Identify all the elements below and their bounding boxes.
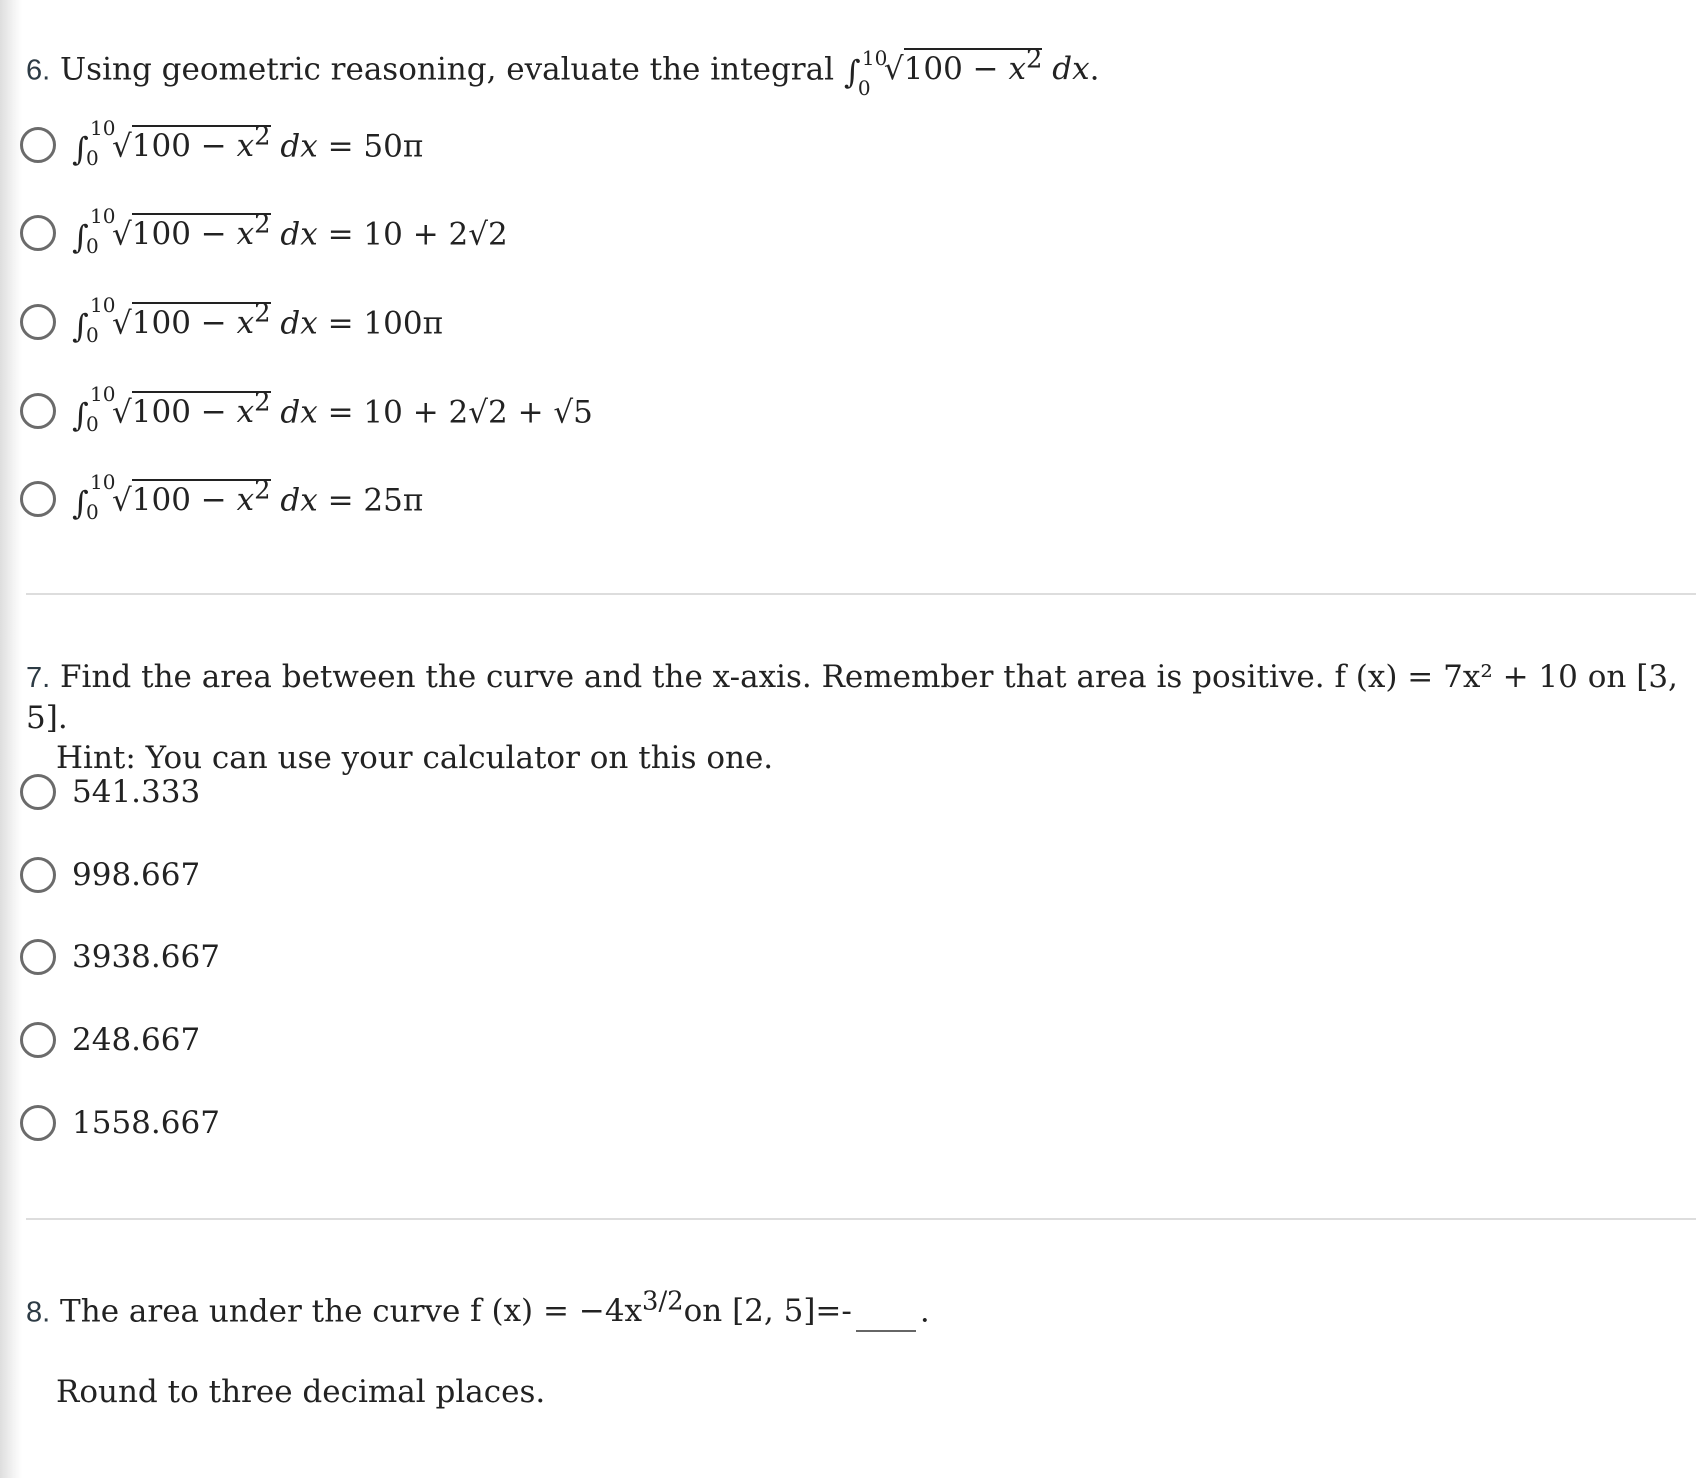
question-number: 6. — [26, 54, 51, 87]
answer-value: 248.667 — [72, 1022, 201, 1058]
integral-sign: ∫ 10 0 — [843, 46, 888, 101]
answer-value: 998.667 — [72, 857, 201, 893]
question-6 — [26, 40, 1696, 101]
answer-option[interactable] — [20, 774, 200, 810]
function-definition: f (x) = 7x² + 10 on [3, 5]. — [26, 659, 1678, 736]
function-definition: f $(x) = -4x^{3/2}on$ [2, 5]=- — [470, 1287, 852, 1330]
radio-button[interactable] — [20, 1022, 56, 1058]
answer-value: = 10 + 2√2 + √5 — [327, 394, 593, 431]
answer-option[interactable]: ∫ 10 0 $√100 - x^2$ dx = 50π — [20, 122, 423, 168]
square-root: $√100 - x^2$ — [883, 45, 1043, 88]
radio-button[interactable] — [20, 857, 56, 893]
rounding-instruction: Round to three decimal places. — [56, 1374, 546, 1411]
answer-option[interactable]: ∫ 10 0 $√100 - x^2$ dx = 10 + 2√2 — [20, 210, 508, 256]
answer-option[interactable]: ∫ 10 0 $√100 - x^2$ dx = 25π — [20, 476, 423, 522]
question-number: 8. — [26, 1296, 51, 1329]
question-7 — [26, 657, 1696, 778]
radio-button[interactable] — [20, 1105, 56, 1141]
question-prompt: Find the area between the curve and the x-axis. Remember that area is positive. — [60, 659, 1325, 695]
integral-expression: ∫ 10 0 $√100 - x^2$ dx — [843, 45, 1090, 101]
question-hint: Hint: You can use your calculator on this one. — [56, 740, 774, 776]
radio-button[interactable] — [20, 215, 56, 251]
answer-value: = 25π — [327, 482, 424, 519]
question-prompt: The area under the curve — [60, 1293, 461, 1330]
question-prompt: Using geometric reasoning, evaluate the integral — [60, 51, 835, 88]
question-7-stem — [26, 657, 1696, 778]
question-6-stem: 6. Using geometric reasoning, evaluate the integral ∫ 10 0 $√100 - x^2$ dx. — [26, 45, 1100, 101]
answer-value: 1558.667 — [72, 1105, 220, 1141]
answer-value: 541.333 — [72, 774, 201, 810]
radio-button[interactable] — [20, 939, 56, 975]
answer-option[interactable] — [20, 939, 220, 975]
answer-option[interactable] — [20, 1105, 220, 1141]
question-divider — [26, 1218, 1696, 1220]
question-number: 7. — [26, 662, 51, 694]
answer-value: = 100π — [327, 305, 443, 342]
answer-blank[interactable] — [856, 1296, 916, 1332]
radio-button[interactable] — [20, 481, 56, 517]
question-8-stem: 8. The area under the curve f $(x) = -4x^{3/2}on$ [2, 5]=- . — [26, 1282, 1696, 1332]
question-divider — [26, 593, 1696, 595]
answer-value: = 10 + 2√2 — [327, 216, 508, 253]
answer-option[interactable]: ∫ 10 0 $√100 - x^2$ dx = 100π — [20, 299, 443, 345]
answer-option[interactable]: ∫ 10 0 $√100 - x^2$ dx = 10 + 2√2 + √5 — [20, 388, 593, 434]
radio-button[interactable] — [20, 304, 56, 340]
left-shade — [0, 0, 22, 1478]
radio-button[interactable] — [20, 127, 56, 163]
answer-option[interactable] — [20, 1022, 200, 1058]
radio-button[interactable] — [20, 393, 56, 429]
answer-value: 3938.667 — [72, 939, 220, 975]
radio-button[interactable] — [20, 774, 56, 810]
answer-value: = 50π — [327, 128, 424, 165]
question-8 — [26, 1282, 1696, 1412]
answer-option[interactable] — [20, 857, 200, 893]
